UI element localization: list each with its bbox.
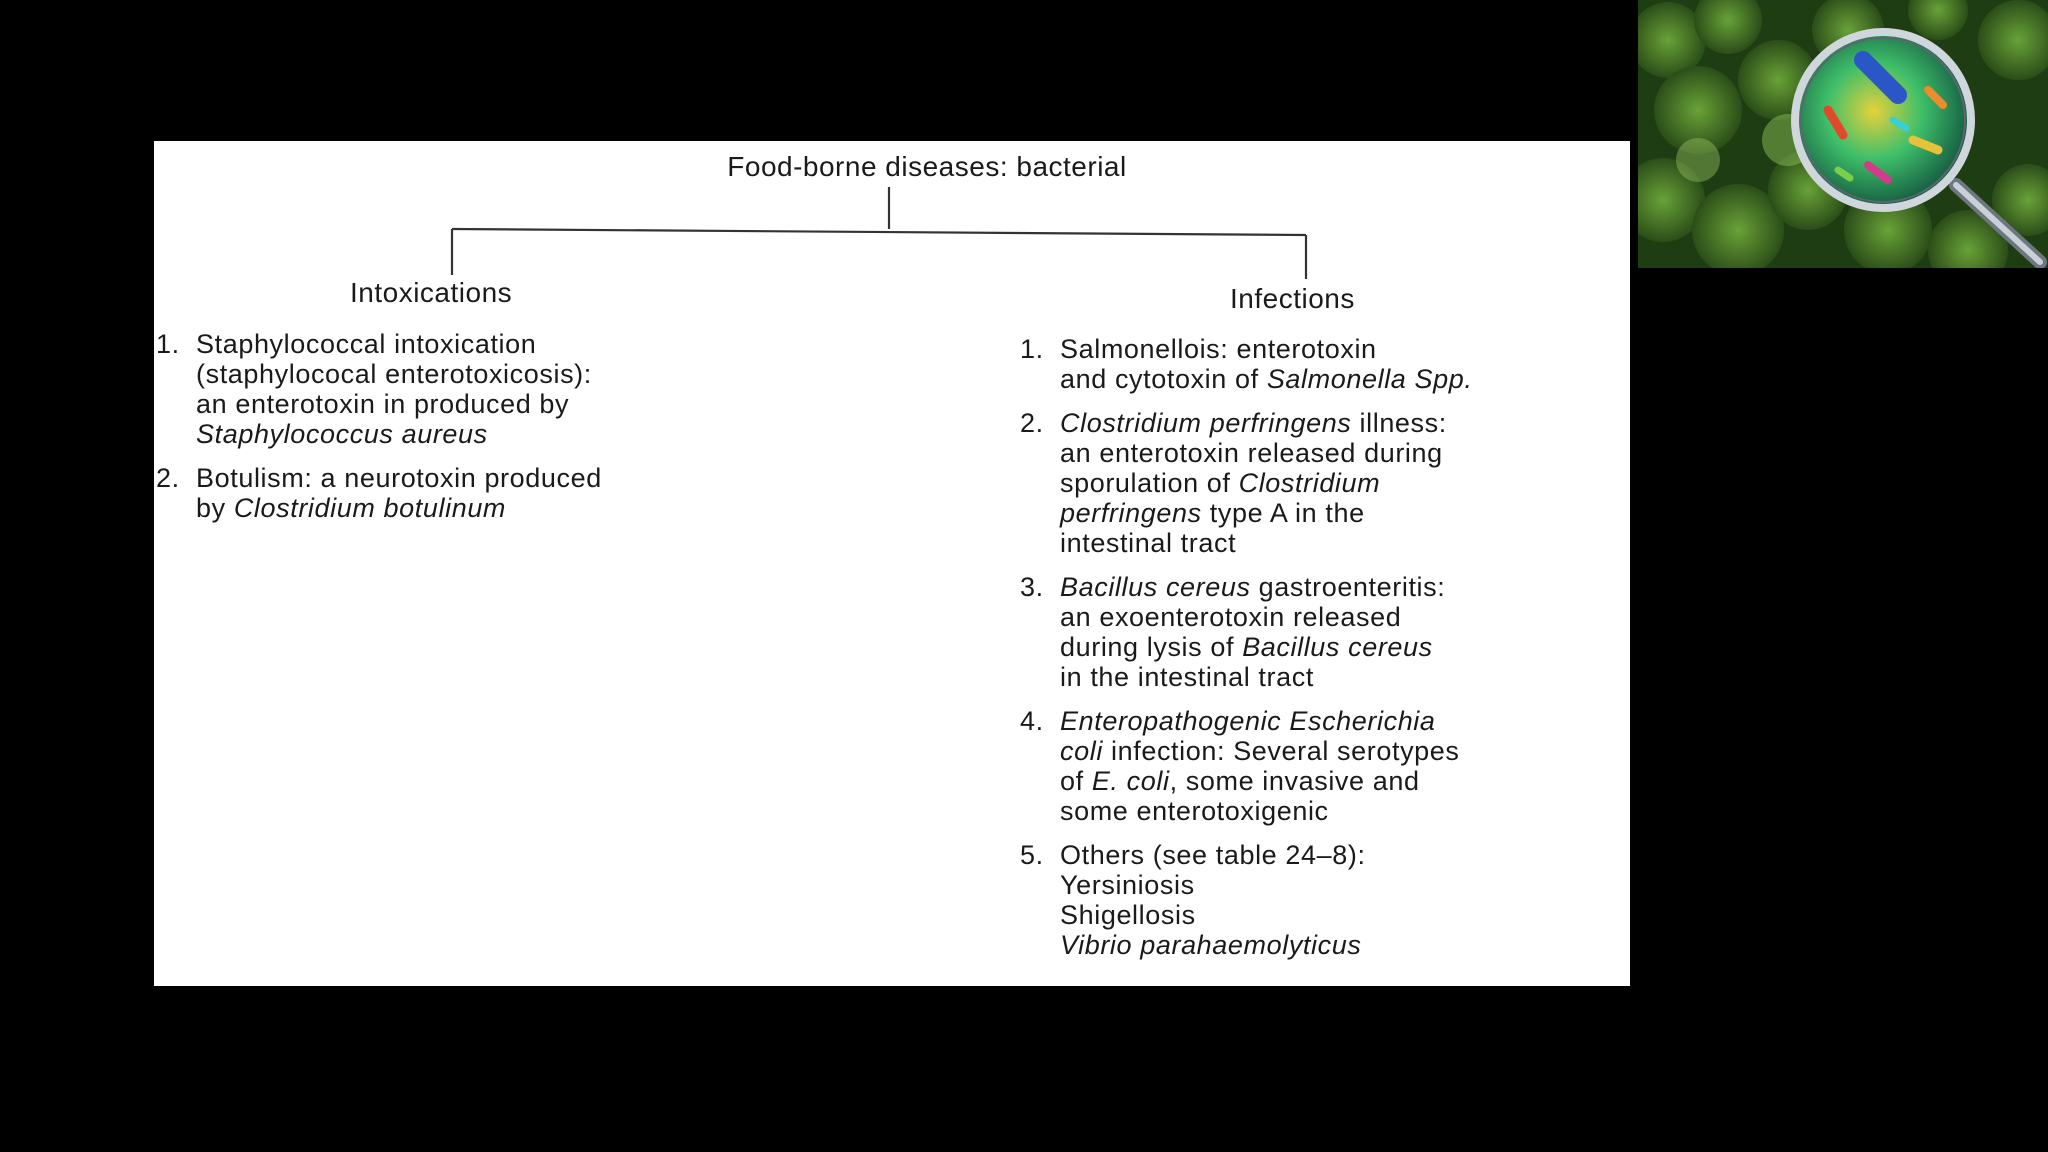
- infection-item: [1020, 334, 1620, 394]
- intoxications-list: [156, 329, 796, 537]
- description-text: an exoenterotoxin released: [1060, 602, 1402, 632]
- organism-name-text: Staphylococcus aureus: [196, 419, 488, 449]
- description-text: , some invasive and: [1169, 766, 1420, 796]
- list-item-line: [1060, 766, 1620, 796]
- list-item-number: 2.: [1020, 408, 1044, 438]
- list-item-line: [1060, 796, 1620, 826]
- list-item-line: [196, 329, 796, 359]
- list-item-line: [1060, 334, 1620, 364]
- organism-name-text: Clostridium: [1238, 468, 1381, 498]
- infection-item: [1020, 706, 1620, 826]
- intoxication-item: [156, 463, 796, 523]
- organism-name-text: perfringens: [1060, 498, 1202, 528]
- list-item-line: [196, 359, 796, 389]
- description-text: Others (see table 24–8):: [1060, 840, 1366, 870]
- list-item-line: [1060, 662, 1620, 692]
- description-text: and cytotoxin of: [1060, 364, 1267, 394]
- list-item-number: 3.: [1020, 572, 1044, 602]
- description-text: Botulism: a neurotoxin produced: [196, 463, 602, 493]
- description-text: sporulation of: [1060, 468, 1239, 498]
- organism-name-text: Clostridium botulinum: [233, 493, 507, 523]
- description-text: Salmonellois: enterotoxin: [1060, 334, 1377, 364]
- description-text: in the intestinal tract: [1060, 662, 1314, 692]
- infection-item: [1020, 840, 1620, 960]
- intoxication-item: [156, 329, 796, 449]
- list-item-line: [196, 419, 796, 449]
- description-text: illness:: [1351, 408, 1447, 438]
- list-item-line: [1060, 408, 1620, 438]
- organism-name-text: Bacillus cereus: [1060, 572, 1251, 602]
- list-item-line: [1060, 632, 1620, 662]
- description-text: by: [196, 493, 234, 523]
- list-item-line: [196, 389, 796, 419]
- organism-name-text: coli: [1060, 736, 1103, 766]
- magnifier-bacteria-icon: [1638, 0, 2048, 268]
- list-item-number: 1.: [156, 329, 180, 359]
- list-item-line: [1060, 498, 1620, 528]
- list-item-line: [1060, 468, 1620, 498]
- description-text: intestinal tract: [1060, 528, 1237, 558]
- description-text: during lysis of: [1060, 632, 1243, 662]
- list-item-line: [1060, 438, 1620, 468]
- description-text: Shigellosis: [1060, 900, 1196, 930]
- list-item-line: [1060, 602, 1620, 632]
- list-item-line: [1060, 364, 1620, 394]
- infection-item: [1020, 408, 1620, 558]
- description-text: an enterotoxin released during: [1060, 438, 1443, 468]
- organism-name-text: Clostridium perfringens: [1060, 408, 1352, 438]
- branch-heading-intoxications: Intoxications: [350, 277, 513, 308]
- list-item-line: [1060, 528, 1620, 558]
- list-item-number: 4.: [1020, 706, 1044, 736]
- organism-name-text: Salmonella Spp.: [1266, 364, 1473, 394]
- organism-name-text: E. coli: [1091, 766, 1170, 796]
- list-item-line: [1060, 736, 1620, 766]
- list-item-line: [196, 463, 796, 493]
- description-text: an enterotoxin in produced by: [196, 389, 570, 419]
- infections-list: [1020, 334, 1620, 974]
- description-text: (staphylococal enterotoxicosis):: [196, 359, 592, 389]
- organism-name-text: Vibrio parahaemolyticus: [1060, 930, 1362, 960]
- list-item-line: [1060, 930, 1620, 960]
- list-item-number: 1.: [1020, 334, 1044, 364]
- list-item-line: [1060, 706, 1620, 736]
- description-text: type A in the: [1201, 498, 1365, 528]
- description-text: of: [1060, 766, 1092, 796]
- description-text: infection: Several serotypes: [1102, 736, 1460, 766]
- branch-crossbar-line: [452, 229, 1306, 235]
- description-text: some enterotoxigenic: [1060, 796, 1329, 826]
- infection-item: [1020, 572, 1620, 692]
- list-item-number: 2.: [156, 463, 180, 493]
- diagram-title: Food-borne diseases: bacterial: [727, 151, 1127, 182]
- list-item-line: [1060, 840, 1620, 870]
- description-text: Yersiniosis: [1060, 870, 1195, 900]
- branch-heading-infections: Infections: [1230, 283, 1355, 314]
- organism-name-text: Enteropathogenic Escherichia: [1060, 706, 1436, 736]
- foliage-magnifier-thumbnail: [1638, 0, 2048, 268]
- description-text: Staphylococcal intoxication: [196, 329, 537, 359]
- diagram-panel: [154, 141, 1630, 986]
- list-item-line: [1060, 900, 1620, 930]
- description-text: gastroenteritis:: [1250, 572, 1446, 602]
- list-item-line: [1060, 870, 1620, 900]
- list-item-number: 5.: [1020, 840, 1044, 870]
- list-item-line: [1060, 572, 1620, 602]
- organism-name-text: Bacillus cereus: [1242, 632, 1433, 662]
- list-item-line: [196, 493, 796, 523]
